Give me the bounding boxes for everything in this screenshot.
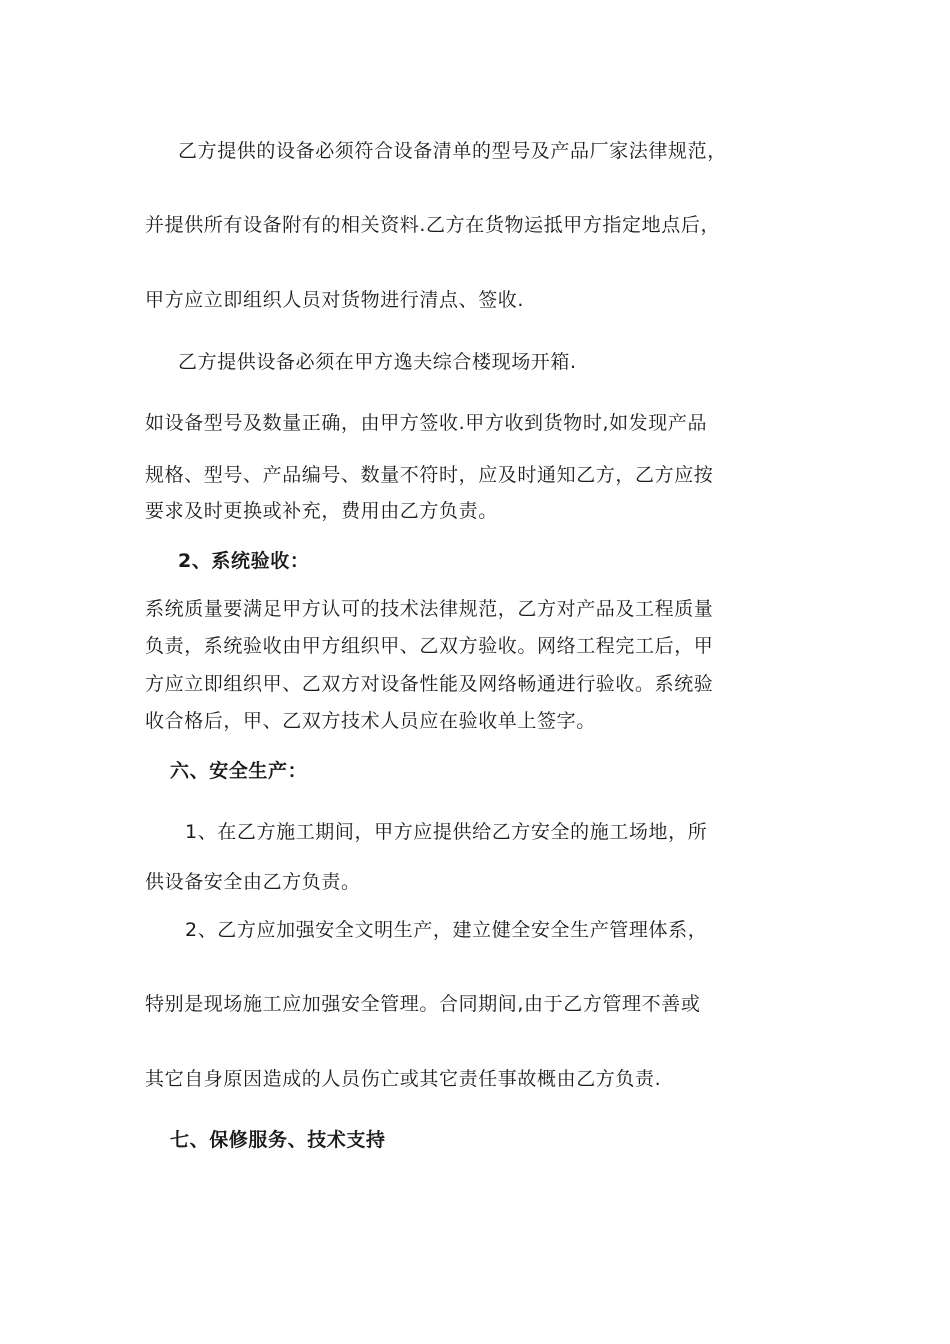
text-line: 负责，系统验收由甲方组织甲、乙双方验收。网络工程完工后，甲 (145, 635, 714, 657)
text-line: 其它自身原因造成的人员伤亡或其它责任事故概由乙方负责. (145, 1068, 662, 1090)
text-line: 乙方提供的设备必须符合设备清单的型号及产品厂家法律规范， (178, 140, 727, 162)
text-line: 甲方应立即组织人员对货物进行清点、签收. (145, 289, 525, 311)
text-line: 乙方提供设备必须在甲方逸夫综合楼现场开箱. (178, 351, 577, 373)
section-heading: 六、安全生产： (170, 760, 308, 782)
text-line: 规格、型号、产品编号、数量不符时，应及时通知乙方，乙方应按 (145, 464, 714, 486)
text-line: 如设备型号及数量正确，由甲方签收.甲方收到货物时,如发现产品 (145, 412, 708, 434)
text-line: 要求及时更换或补充，费用由乙方负责。 (145, 500, 498, 522)
text-line: 供设备安全由乙方负责。 (145, 871, 361, 893)
text-line: 2、乙方应加强安全文明生产，建立健全安全生产管理体系， (185, 919, 708, 941)
section-heading: 七、保修服务、技术支持 (170, 1129, 386, 1151)
text-line: 系统质量要满足甲方认可的技术法律规范，乙方对产品及工程质量 (145, 598, 714, 620)
text-line: 特别是现场施工应加强安全管理。合同期间,由于乙方管理不善或 (145, 993, 701, 1015)
text-line: 方应立即组织甲、乙双方对设备性能及网络畅通进行验收。系统验 (145, 673, 714, 695)
text-line: 收合格后，甲、乙双方技术人员应在验收单上签字。 (145, 710, 596, 732)
text-line: 并提供所有设备附有的相关资料.乙方在货物运抵甲方指定地点后， (145, 214, 721, 236)
section-heading: 2、系统验收： (178, 550, 310, 572)
text-line: 1、在乙方施工期间，甲方应提供给乙方安全的施工场地，所 (185, 821, 708, 843)
